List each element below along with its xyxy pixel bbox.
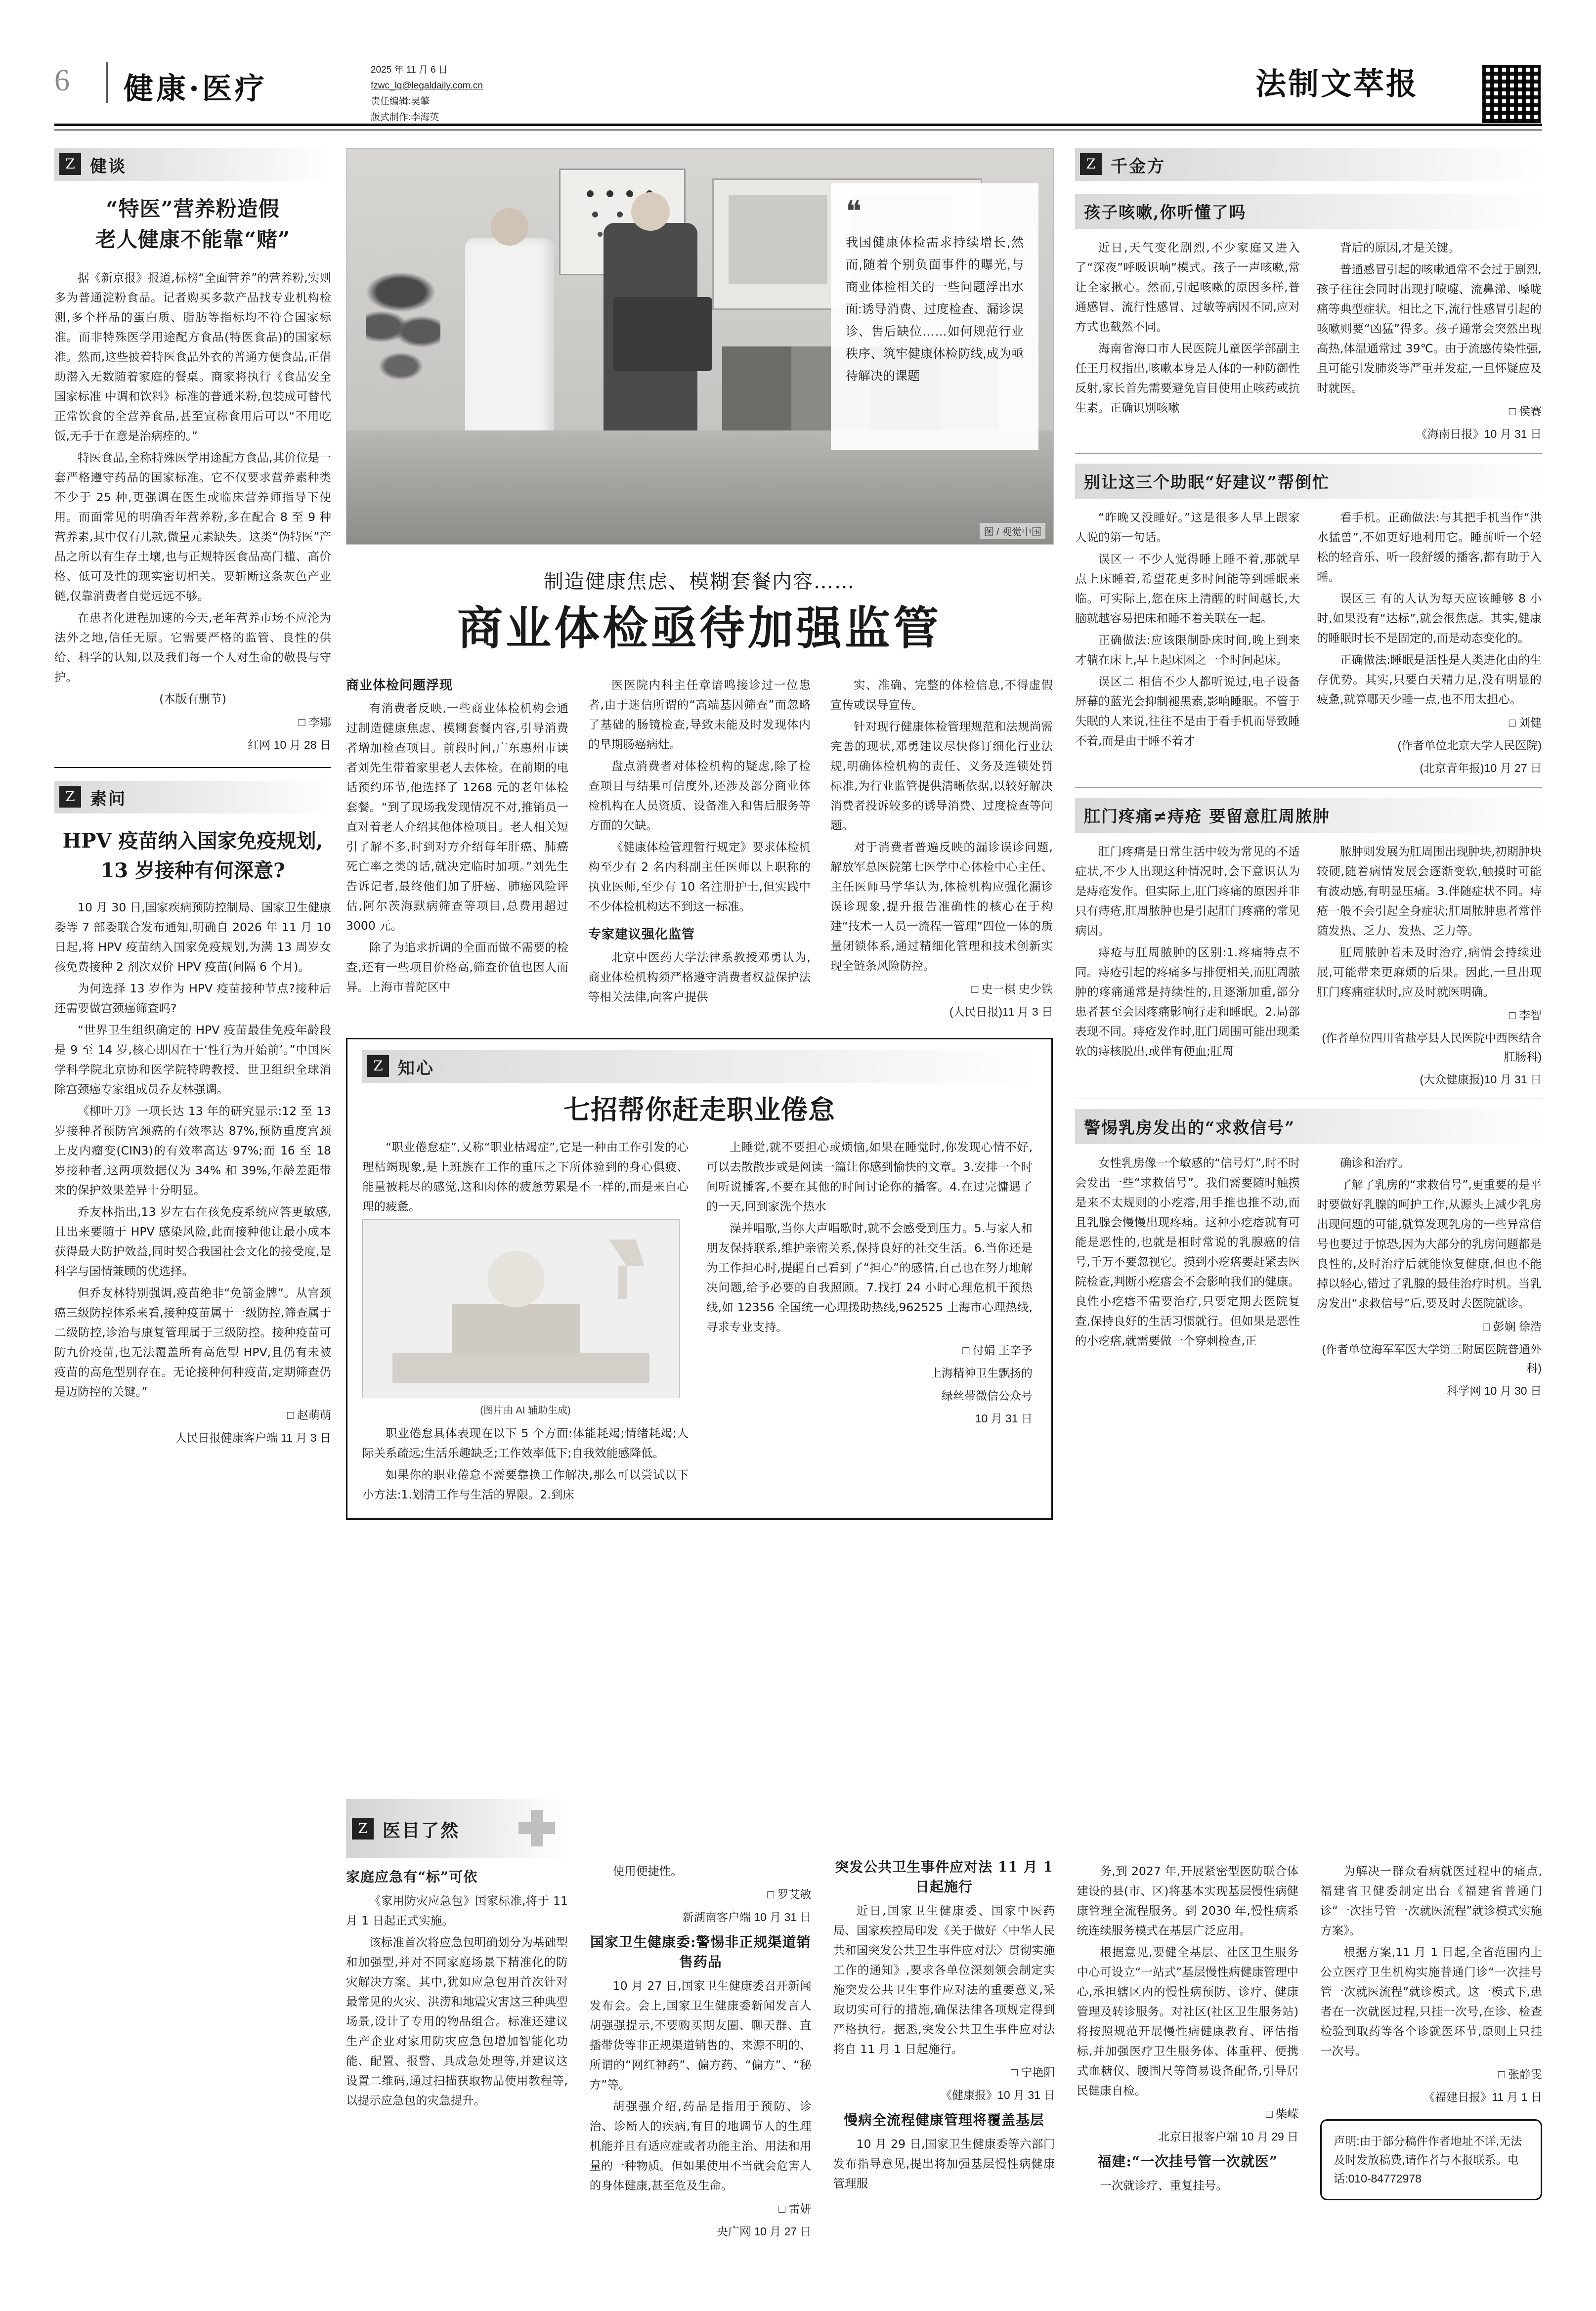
article-body-columns [1075,238,1542,443]
contact-email[interactable]: fzwc_lq@legaldaily.com.cn [371,81,483,91]
article-source-secondary: 绿丝带微信公众号 [942,1389,1033,1402]
paper-logo: 法制文萃报 [1255,66,1419,102]
masthead-meta [371,62,483,126]
doctor-figure [465,238,554,450]
article-paragraph: 胡强强介绍,药品是指用于预防、诊治、诊断人的疾病,有目的地调节人的生理机能并且有适应症或者功能主治、用法和用量的一种物质。但如果使用不当就会危害人的身体健康,甚至危及生命。 [589,2099,812,2192]
right-article [1075,464,1542,777]
article-paragraph: 看手机。正确做法:与其把手机当作“洪水猛兽”,不如更好地利用它。睡前听一个轻松的轻音乐、听一段舒缓的播客,都有助于入睡。 [1317,511,1542,584]
logo-mark-icon: Z [59,153,81,175]
article-source: 上海精神卫生飘扬的 [930,1367,1033,1379]
article-divider [1075,787,1542,788]
main-article-col-2 [588,675,811,1021]
right-column [1075,148,1542,1400]
article-col-2 [1317,1153,1542,1400]
article-paragraph: 在患者化进程加速的今天,老年营养市场不应沦为法外之地,信任无原。它需要严格的监管、良性的供给、科学的认知,以及我们每一个人对生命的敬畏与守护。 [54,611,331,684]
article-byline: □ 宁艳阳 [1011,2066,1055,2079]
article-col-2 [1317,238,1542,443]
article-source: 《健康报》10 月 31 日 [941,2089,1055,2101]
article-paragraph: 但乔友林特别强调,疫苗绝非“免箭金牌”。从宫颈癌三级防控体系来看,接种疫苗属于一级防控,筛查属于二级防控,诊治与康复管理属于三级防控。接种疫苗可防九价疫苗,也无法覆盖所有高危型 HPV,且仍有未被疫苗的高危型别存在。无论接种何种疫苗,定期筛查仍是迈防控的关键。” [54,1286,331,1399]
bottom-section [346,1799,1542,2241]
article-headline: 肛门疼痛≠痔疮 要留意肛周脓肿 [1075,798,1542,833]
article-source: 央广网 10 月 27 日 [716,2225,812,2238]
article-date: 10 月 31 日 [975,1412,1033,1425]
left-column [54,148,331,1447]
article-paragraph: 正确做法:应该限制卧床时间,晚上到来才躺在床上,早上起床困之一个时间起床。 [1075,633,1300,667]
article-paragraph: 普通感冒引起的咳嗽通常不会过于剧烈,孩子往往会同时出现打喷嚏、流鼻涕、嗓咙痛等典型症状。相比之下,流行性感冒引起的咳嗽则要“凶猛”得多。孩子通常会突然出现高热,体温通常过 39℃。由于流感传染性强,且可能引发肺炎等严重并发症,一旦怀疑应及时就医。 [1317,262,1542,395]
article-subheading: 突发公共卫生事件应对法 11 月 1 日起施行 [835,1859,1053,1895]
article-paragraph: “职业倦怠症”,又称“职业枯竭症”,它是一种由工作引发的心理枯竭现象,是上班族在工作的重压之下所体验到的身心俱疲、能量被耗尽的感觉,这和肉体的疲惫劳累是不一样的,而是来自心理的疲惫。 [362,1140,689,1213]
article-subheading: 国家卫生健康委:警惕非正规渠道销售药品 [590,1934,811,1970]
article-col-1 [1075,238,1300,443]
pull-quote-text: 我国健康体检需求持续增长,然而,随着个别负面事件的曝光,与商业体检相关的一些问题浮出水面:诱导消费、过度检查、漏诊误诊、售后缺位……如何规范行业秩序、筑牢健康体检防线,成为亟待解决的课题 [846,236,1024,383]
article-source: 《福建日报》11 月 1 日 [1423,2091,1542,2103]
masthead-divider [106,62,108,103]
article-paragraph: 职业倦怠具体表现在以下 5 个方面:体能耗竭;情绪耗竭;人际关系疏远;生活乐趣缺乏;工作效率低下;自我效能感降低。 [362,1426,689,1460]
section-header-suwen [54,781,331,813]
boxed-columns [362,1137,1036,1506]
article-col-1 [1075,508,1300,777]
article-note: (本版有删节) [159,692,226,706]
article-divider [1075,453,1542,454]
article-byline: □ 李娜 [298,716,331,728]
editor-credit: 责任编辑:吴擎 [371,96,430,107]
article-source: (大众健康报)10 月 31 日 [1420,1073,1542,1086]
article-paragraph: 盘点消费者对体检机构的疑虑,除了检查项目与结果可信度外,还涉及部分商业体检机构在人员资质、设备准入和售后服务等方面的欠缺。 [588,759,811,832]
article-subheading: 福建:“一次挂号管一次就医” [1097,2153,1278,2170]
article-byline: □ 李智 [1509,1009,1542,1022]
column-divider [54,767,331,768]
article-paragraph: 有消费者反映,一些商业体检机构会通过制造健康焦虑、模糊套餐内容,引导消费者增加检查项目。前段时间,广东惠州市读者刘先生带着家里老人去体检。在前期的电话预约环节,他选择了 1268 元的老年体检套餐。“到了现场我发现情况不对,推销员一直对着老人介绍其他体检项目。老人相关短引了解不多,时到对方介绍每年肝癌、肺癌死亡率之类的话,就决定临时加项。”刘先生告诉记者,最终他们加了肝癌、肺癌风险评估,阿尔茨海默病筛查等项目,总费用超过 3000 元。 [346,701,568,933]
article-source: (人民日报)11 月 3 日 [949,1005,1053,1018]
section-header-mumuliaoran [346,1799,568,1858]
page-number: 6 [54,64,70,97]
kicker-headline: 制造健康焦虑、模糊套餐内容…… [544,570,855,593]
article-col-1 [1075,842,1300,1089]
article-body-columns [1075,508,1542,777]
bottom-col-1 [346,1799,568,2241]
masthead-rule-secondary [54,129,1542,130]
article-paragraph: 特医食品,全称特殊医学用途配方食品,其价位是一套严格遵守药品的国家标准。它不仅要求营养素种类不少于 25 种,更强调在医生或临床营养师指导下使用。而面常见的明确否年营养粉,多在配合 8 至 9 种营养素,其中仅有几款,微量元素缺失。这类“伪特医”产品之所以有生存土壤,也与正规特医食品高门槛、高价格、低可及性的现实密切相关。要斩断这条灰色产业链,仅靠消费者自觉远远不够。 [54,451,331,603]
publisher-notice: 声明:由于部分稿件作者地址不详,无法及时发放稿费,请作者与本报联系。电话:010-84772978 [1320,2119,1542,2200]
article-byline: □ 罗艾敏 [767,1888,812,1901]
article-paragraph: 医医院内科主任章谙鸣接诊过一位患者,由于迷信所谓的“高端基因筛查”而忽略了基础的肠镜检查,导致未能及时发现体内的早期肠癌病灶。 [588,678,811,751]
article-affiliation: (作者单位四川省盐亭县人民医院中西医结合肛肠科) [1322,1031,1542,1063]
article-paragraph: 《柳叶刀》一项长达 13 年的研究显示:12 至 13 岁接种者预防宫颈癌的有效率达 87%,预防重度宫颈上皮内瘤变(CIN3)的有效率高达 97%;而 16 至 18 岁接种者,这两项数据仅为 34% 和 39%,年龄差距带来的保护效果差异十分明显。 [54,1104,331,1197]
center-column [346,148,1053,1520]
article-body-columns [1075,842,1542,1089]
section-label: 素问 [90,789,127,809]
article-paragraph: “昨晚又没睡好。”这是很多人早上跟家人说的第一句话。 [1075,511,1300,544]
article-paragraph: 10 月 30 日,国家疾病预防控制局、国家卫生健康委等 7 部委联合发布通知,明确自 2026 年 11 月 10 日起,将 HPV 疫苗纳入国家免疫规划,为满 13 周岁女孩免费接种 2 剂次双价 HPV 疫苗(间隔 6 个月)。 [54,900,331,974]
section-title: 健康·医疗 [124,72,267,106]
article-paragraph: 澡并唱歌,当你大声唱歌时,就不会感受到压力。5.与家人和朋友保持联系,维护亲密关系,保持良好的社交生活。6.当你还是为工作担心时,提醒自己看到了“担心”的感情,自己也在努力地解决问题,给予必要的自我照顾。7.找打 24 小时心理危机干预热线,如 12356 全国统一心理援助热线,962525 上海市心理热线,寻求专业支持。 [706,1221,1033,1334]
boxed-article [346,1038,1053,1520]
article-paragraph: 正确做法:睡眠是活性是人类进化由的生存优势。其实,只要白天精力足,没有明显的疲惫,就算哪天少睡一点,也不用太担心。 [1317,653,1542,706]
bottom-col-3 [833,1799,1055,2241]
logo-mark-icon: Z [59,786,81,808]
right-article [1075,1109,1542,1400]
qr-code-icon[interactable] [1481,63,1542,125]
article-col-2 [1317,508,1542,777]
article-byline: □ 雷妍 [778,2202,812,2215]
headline-line-2: 13 岁接种有何深意? [100,859,285,882]
article-col-2 [1317,842,1542,1089]
article-source: (北京青年报)10 月 27 日 [1420,762,1542,774]
article-byline: □ 付娟 王辛予 [962,1344,1033,1357]
article-headline [54,826,331,886]
article-subheading: 专家建议强化监管 [588,927,695,942]
article-paragraph: 确诊和治疗。 [1340,1156,1410,1170]
article-paragraph: 对于消费者普遍反映的漏诊误诊问题,解放军总医院第七医学中心体检中心主任、主任医师马学华认为,体检机构应强化漏诊误诊现象,提升报告准确性的核心在于构建“技术一人员一流程一管理”四位一体的质量闭锁体系,通过精细化管理和技术创新实现全链条风险防控。 [830,840,1053,973]
article-paragraph: 肛门疼痛是日常生活中较为常见的不适症状,不少人出现这种情况时,会下意识认为是痔疮发作。但实际上,肛门疼痛的原因并非只有痔疮,肛周脓肿也是引起肛门疼痛的常见病因。 [1075,845,1300,938]
article-paragraph: 根据意见,要健全基层、社区卫生服务中心可设立“一站式”基层慢性病健康管理中心,承担辖区内的慢性病预防、诊疗、健康管理及转诊服务。对社区(社区卫生服务站)将按照规范开展慢性病健康教育、评估指标,并加强医疗卫生服务体、体重秤、便携式血糖仪、腰围尺等简易设备配备,引导居民健康自检。 [1077,1945,1299,2097]
illustration [362,1219,680,1398]
main-article-columns [346,675,1053,1021]
article-paragraph: 《健康体检管理暂行规定》要求体检机构至少有 2 名内科副主任医师以上职称的执业医师,至少有 10 名注册护士,但实践中不少体检机构达不到这一标准。 [588,840,811,913]
boxed-col-2 [706,1137,1033,1506]
right-article [1075,194,1542,443]
article-paragraph: 乔友林指出,13 岁左右在孩免疫系统应答更敏感,且出来要随于 HPV 感染风险,此而接种他让最小成本获得最大防护效益,同时契合我国社会文化的接受度,是科学与国情兼顾的优选择。 [54,1205,331,1278]
bottom-col-4 [1077,1799,1298,2241]
article-paragraph: 了解了乳房的“求救信号”,更重要的是平时要做好乳腺的呵护工作,从源头上减少乳房出现问题的可能,就算发现乳房的一些异常信号也要过于惊恐,因为大部分的乳房问题都是良性的,及时治疗后就能恢复健康,但也不能掉以轻心,错过了乳腺的最佳治疗时机。当乳房发出“求救信号”后,要及时去医院就诊。 [1317,1178,1542,1310]
article-paragraph: 近日,天气变化剧烈,不少家庭又进入了“深夜”呼吸识响”模式。孩子一声咳嗽,常让全家揪心。然而,引起咳嗽的原因多样,普通感冒、流行性感冒、过敏等病因不同,应对方式也截然不同。 [1075,241,1300,334]
article-headline: 孩子咳嗽,你听懂了吗 [1075,194,1542,229]
article-paragraph: 北京中医药大学法律系教授邓勇认为,商业体检机构须严格遵守消费者权益保护法等相关法律,向客户提供 [588,950,811,1004]
lamp-illustration [600,1240,645,1299]
monitor-screen [613,297,712,371]
article-paragraph: 10 月 29 日,国家卫生健康委等六部门发布指导意见,提出将加强基层慢性病健康管理服 [833,2137,1055,2190]
article-paragraph: 使用便捷性。 [612,1864,683,1878]
article-paragraph: “世界卫生组织确定的 HPV 疫苗最佳免疫年龄段是 9 至 14 岁,核心即因在于‘性行为开始前’。”中国医学科学院北京协和医学院特聘教授、世卫组织全球消除宫颈癌专家组成员乔友林强调。 [54,1023,331,1096]
article-byline: □ 刘健 [1509,716,1542,729]
article-byline: □ 彭娴 徐浩 [1483,1320,1542,1333]
headline-line-1: HPV 疫苗纳入国家免疫规划, [62,829,323,853]
article-headline [54,194,331,255]
article-headline: 别让这三个助眠“好建议”帮倒忙 [1075,464,1542,499]
boxed-col-1 [362,1137,689,1506]
section-header-qianjinfang [1075,148,1542,181]
article-source: 《海南日报》10 月 31 日 [1416,428,1542,440]
logo-mark-icon: Z [367,1055,389,1077]
section-label: 医目了然 [383,1820,460,1841]
article-headline: 警惕乳房发出的“求救信号” [1075,1109,1542,1144]
quote-mark-icon: ❝ [846,194,862,229]
article-body-columns [1075,1153,1542,1400]
section-label: 千金方 [1111,157,1165,176]
article-paragraph: 上睡觉,就不要担心或烦恼,如果在睡觉时,你发现心情不好,可以去散散步或是阅读一篇让你感到愉快的文章。3.安排一个时间听说播客,不要在其他的时间讨论你的播客。4.在过完慵遇了的一天,回到家洗个热水 [706,1140,1033,1213]
boxed-headline: 七招帮你赶走职业倦怠 [563,1094,835,1125]
article-paragraph: 针对现行健康体检管理规范和法规尚需完善的现状,邓勇建议尽快修订细化行业法规,明确体检机构的责任、义务及连锁处罚标准,为行业监管提供清晰依据,以较好解决消费者投诉较多的诱导消费、过度检查等问题。 [830,720,1053,832]
article-paragraph: 误区二 相信不少人都听说过,电子设备屏幕的蓝光会抑制褪黑素,影响睡眠。不管于失眠的人来说,往往不是由于看手机而导致睡不着,而是由于睡不着才 [1075,675,1300,748]
article-paragraph: 如果你的职业倦怠不需要靠换工作解决,那么可以尝试以下小方法:1.划清工作与生活的界限。2.到床 [362,1468,689,1501]
doctor-head [491,208,528,246]
section-header-jiantan [54,148,331,181]
article-byline: □ 张静雯 [1498,2068,1542,2081]
bottom-col-2 [590,1799,812,2241]
article-source: 新湖南客户端 10 月 31 日 [682,1911,812,1924]
logo-mark-icon: Z [1080,153,1102,175]
article-paragraph: 为何选择 13 岁作为 HPV 疫苗接种节点?接种后还需要做宫颈癌筛查吗? [54,982,331,1015]
article-paragraph: 该标准首次将应急包明确划分为基础型和加强型,并对不同家庭场景下精准化的防灾解决方案。其中,犹如应急包用首次针对最常见的火灾、洪涝和地震灾害这三种典型场景,设计了专用的物品组合。标准还建议生产企业对家用防灾应急包增加智能化功能、配置、报警、具成急处理等,并建议这设置二维码,通过扫描获取物品使用教程等,以提示应急包的灾急提升。 [346,1935,568,2107]
article-paragraph: 10 月 27 日,国家卫生健康委召开新闻发布会。会上,国家卫生健康委新闻发言人胡强强提示,不要购买期友圈、聊天群、直播带货等非正规渠道销售的、来源不明的、所谓的“网红神药”、偏方药、“偏方”、“秘方”等。 [589,1979,812,2092]
article-affiliation: (作者单位北京大学人民医院) [1397,739,1542,752]
main-article-col-1 [346,675,568,1021]
article-paragraph: 误区三 有的人认为每天应该睡够 8 小时,如果没有“达标”,就会很焦虑。其实,健康的睡眠时长不是固定的,而是动态变化的。 [1317,592,1542,645]
masthead-rule [54,124,1542,126]
lead-photo [346,148,1054,545]
nurse-head [631,192,670,231]
illustration-caption: (图片由 AI 辅助生成) [480,1405,571,1416]
article-subheading: 家庭应急有“标”可依 [346,1869,478,1885]
person-illustration [452,1249,580,1363]
article-paragraph: 误区一 不少人觉得睡上睡不着,那就早点上床睡着,希望花更多时间能等到睡眠来临。可实际上,您在床上清醒的时间越长,大脑就越容易把床和睡不着关联在一起。 [1075,552,1300,625]
article-byline: □ 史一棋 史少铁 [971,983,1053,995]
medical-cross-icon [518,1810,555,1846]
article-paragraph: 一次就诊疗、重复挂号。 [1100,2179,1228,2192]
pull-quote-box [831,183,1038,450]
bottom-col-5 [1320,1799,1542,2241]
publish-date: 2025 年 11 月 6 日 [371,65,448,75]
article-source: 红网 10 月 28 日 [248,738,331,751]
masthead [54,59,1542,123]
article-paragraph: 务,到 2027 年,开展紧密型医防联合体建设的县(市、区)将基本实现基层慢性病健康管理全流程服务。到 2030 年,慢性病系统连续服务模式在基层广泛应用。 [1077,1864,1299,1937]
article-paragraph: 背后的原因,才是关键。 [1340,241,1460,255]
main-article-col-3 [830,675,1053,1021]
article-subheading: 商业体检问题浮现 [346,678,453,693]
article-paragraph: 为解决一群众看病就医过程中的痛点,福建省卫健委制定出台《福建省普通门诊“一次挂号管一次就医流程”就诊模式实施方案》。 [1320,1864,1542,1937]
article-paragraph: 实、准确、完整的体检信息,不得虚假宣传或误导宣传。 [830,678,1053,712]
section-label: 健谈 [90,157,127,176]
article-paragraph: 海南省海口市人民医院儿童医学部副主任王月权指出,咳嗽本身是人体的一种防御性反射,家长首先需要避免盲目使用止咳药或抗生素。正确识别咳嗽 [1075,342,1300,415]
article-paragraph: 除了为追求折调的全面而做不需要的检查,还有一些项目价格高,筛查价值也因人而异。上海市普陀区中 [346,941,568,994]
article-byline: □ 柴嵘 [1265,2107,1299,2120]
article-byline: □ 侯赛 [1509,405,1542,418]
article-paragraph: 肛周脓肿若未及时治疗,病情会持续进展,可能带来更麻烦的后果。因此,一旦出现肛门疼痛症状时,应及时就医明确。 [1317,945,1542,999]
article-paragraph: 痔疮与肛周脓肿的区别:1.疼痛特点不同。痔疮引起的疼痛多与排便相关,而肛周脓肿的疼痛通常是持续性的,且逐渐加重,部分患者甚至会因疼痛影响行走和睡眠。2.局部表现不同。痔疮发作时,肛门周围可能出现柔软的痔核脱出,或伴有便血;肛周 [1075,945,1300,1058]
article-paragraph: 近日,国家卫生健康委、国家中医药局、国家疾控局印发《关于做好〈中华人民共和国突发公共卫生事件应对法〉贯彻实施工作的通知》,要求各单位深刻领会制定实施突发公共卫生事件应对法的重要意义,采取切实可行的措施,确保法律各项规定得到严格执行。据悉,突发公共卫生事件应对法将自 11 月 1 日起施行。 [833,1904,1055,2056]
photo-credit: 图 / 视觉中国 [980,523,1045,539]
main-headline: 商业体检亟待加强监管 [457,601,942,655]
right-article [1075,798,1542,1089]
layout-credit: 版式制作:李海英 [371,112,439,123]
article-col-1 [1075,1153,1300,1400]
article-paragraph: 根据方案,11 月 1 日起,全省范围内上公立医疗卫生机构实施普通门诊“一次挂号管一次就医流程”就诊模式。这一模式下,患者在一次就医过程,只挂一次号,在诊、检查检验到取药等各个诊就医环节,原则上只挂一次号。 [1320,1945,1542,2058]
headline-line-2: 老人健康不能靠“赌” [95,227,291,252]
headline-line-1: “特医”营养粉造假 [106,197,280,221]
article-paragraph: 《家用防灾应急包》国家标准,将于 11 月 1 日起正式实施。 [346,1894,568,1927]
section-label: 知心 [398,1059,434,1078]
article-paragraph: 女性乳房像一个敏感的“信号灯”,时不时会发出一些“求救信号”。我们需要随时触摸是来不太规则的小疙瘩,用手推也推不动,而且乳腺会慢慢出现疼痛。这种小疙瘩就有可能是恶性的,也就是相时常说的乳腺癌的信号,千万不要忽视它。摸到小疙瘩要赶紧去医院检查,判断小疙瘩会不会影响我们的健康。良性小疙瘩不需要治疗,只要定期去医院复查,保持良好的生活习惯就行。但如果是恶性的小疙瘩,就需要做一个穿刺检查,正 [1075,1156,1300,1348]
section-header-zhixin [362,1050,1036,1083]
article-subheading: 慢病全流程健康管理将覆盖基层 [843,2112,1044,2128]
article-source: 科学网 10 月 30 日 [1447,1384,1542,1397]
article-source: 北京日报客户端 10 月 29 日 [1158,2130,1299,2143]
article-source: 人民日报健康客户端 11 月 3 日 [175,1431,331,1444]
plant-decor [366,272,440,430]
article-affiliation: (作者单位海军军医大学第三附属医院普通外科) [1322,1343,1542,1374]
article-byline: □ 赵萌萌 [287,1409,331,1421]
logo-mark-icon: Z [352,1818,374,1840]
desk-illustration [392,1353,649,1383]
article-paragraph: 据《新京报》报道,标榜“全面营养”的营养粉,实则多为普通淀粉食品。记者购买多款产品找专业机构检测,多个样品的蛋白质、脂肪等指标均不符合国家标准。而非特殊医学用途配方食品(特医食品)的国家标准。然而,这些披着特医食品外衣的普通方便食品,正借助潜入无数随着家庭的餐桌。商家将执行《食品安全国家标准 中调和饮料》标准的普通米粉,包装成可替代正常饮食的全营养食品,甚至宣称食用后可以“不用吃饭,无手于在意是治病痊的。” [54,271,331,443]
article-paragraph: 脓肿则发展为肛周围出现肿块,初期肿块较硬,随着病情发展会逐渐变软,触摸时可能有波动感,有明显压痛。3.伴随症状不同。痔疮一般不会引起全身症状;肛周脓肿患者常伴随发热、乏力、发热、乏力等。 [1317,845,1542,938]
